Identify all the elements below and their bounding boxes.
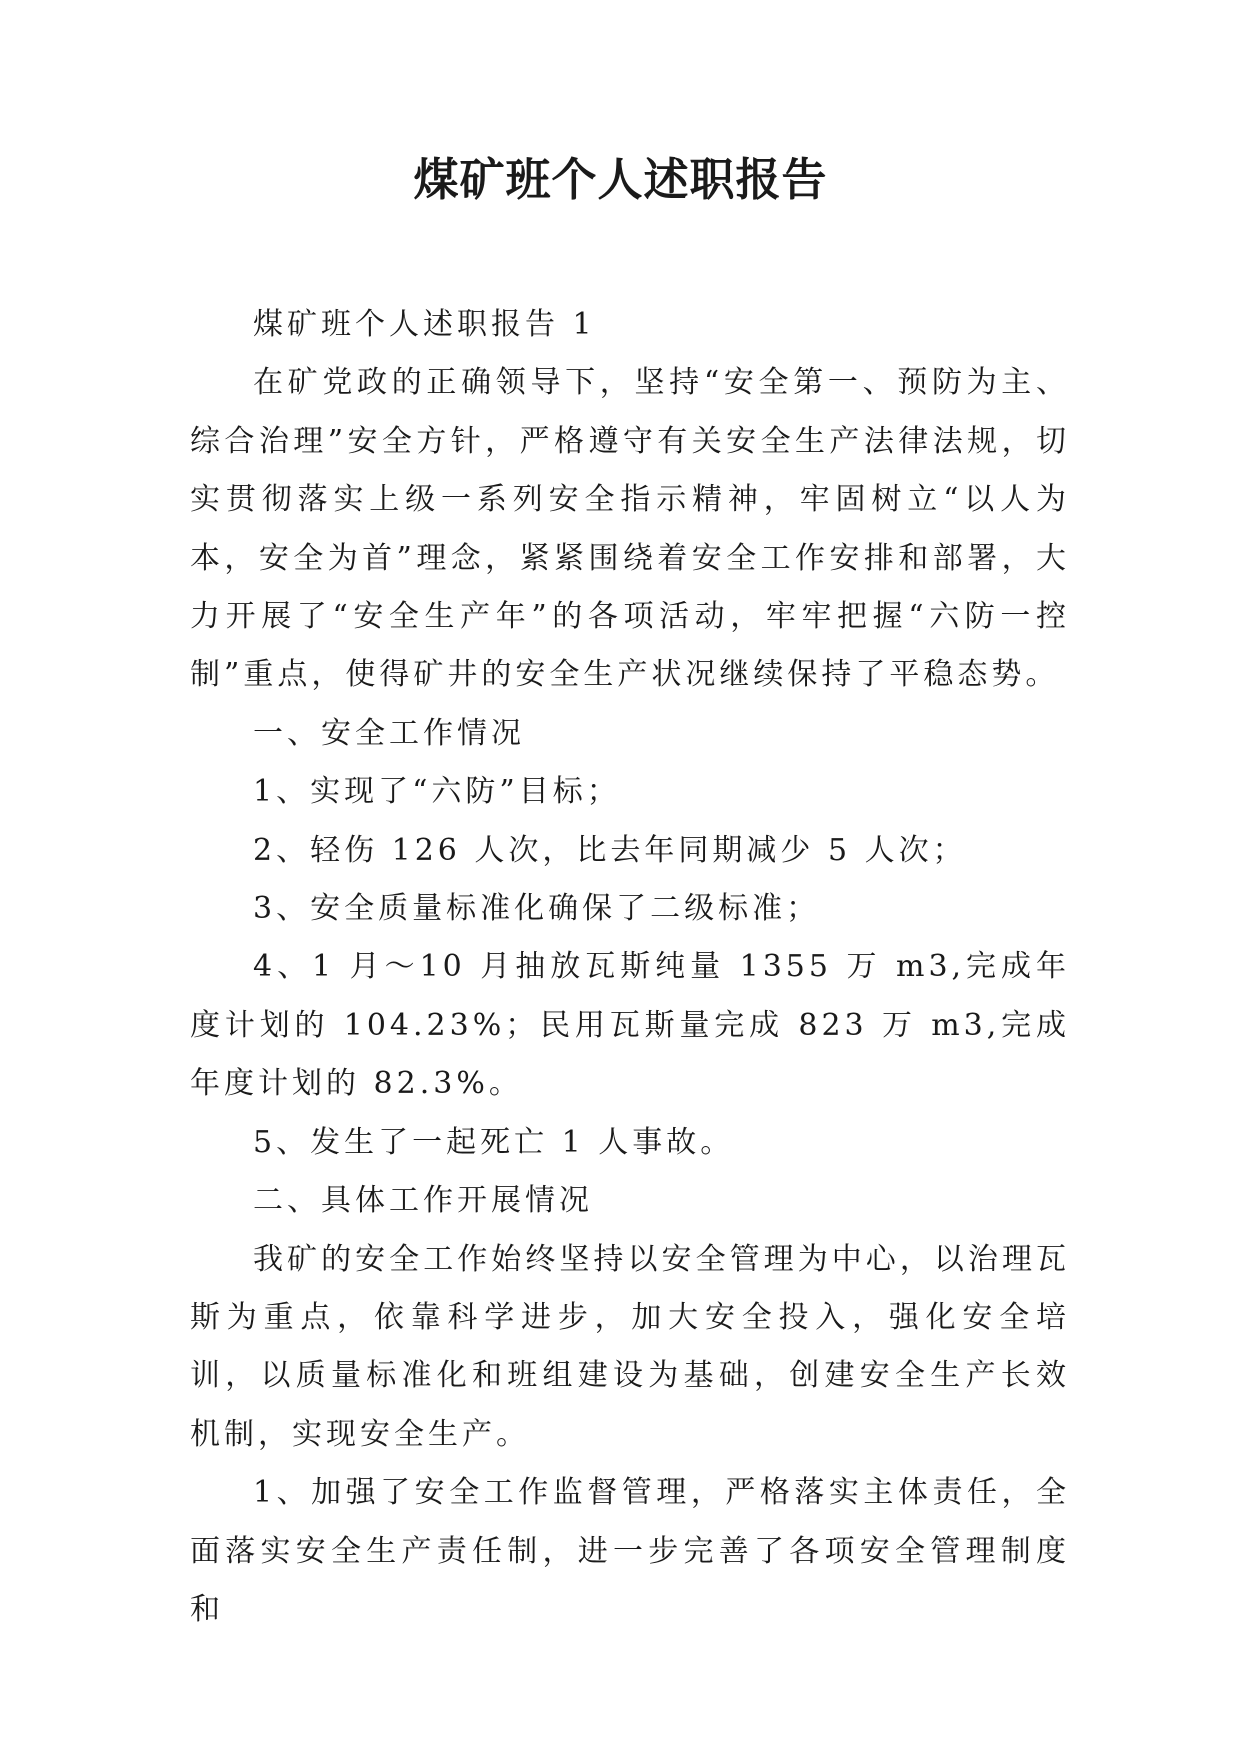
list-item: 1、实现了“六防”目标； [253, 774, 621, 810]
list-item: 5、发生了一起死亡 1 人事故。 [253, 1124, 735, 1160]
body-paragraph: 我矿的安全工作始终坚持以安全管理为中心，以治理瓦斯为重点，依靠科学进步，加大安全投入，强化安全培训，以质量标准化和班组建设为基础，创建安全生产长效机制，实现安全生产。 [190, 1241, 1070, 1452]
intro-paragraph: 在矿党政的正确领导下，坚持“安全第一、预防为主、综合治理”安全方针，严格遵守有关安全生产法律法规，切实贯彻落实上级一系列安全指示精神，牢固树立“以人为本，安全为首”理念，紧紧围绕着安全工作安排和部署，大力开展了“安全生产年”的各项活动，牢牢把握“六防一控制”重点，使得矿井的安全生产状况继续保持了平稳态势。 [190, 365, 1070, 693]
section-heading-specific-work: 二、具体工作开展情况 [253, 1183, 593, 1219]
document-body [190, 296, 1070, 1639]
list-item: 2、轻伤 126 人次，比去年同期减少 5 人次； [253, 832, 967, 868]
section-heading-safety-work: 一、安全工作情况 [253, 715, 525, 751]
report-subtitle: 煤矿班个人述职报告 1 [253, 307, 596, 342]
body-paragraph: 1、加强了安全工作监督管理，严格落实主体责任，全面落实安全生产责任制，进一步完善了各项安全管理制度和 [190, 1475, 1070, 1627]
list-item: 3、安全质量标准化确保了二级标准； [253, 891, 821, 927]
list-item: 4、1 月～10 月抽放瓦斯纯量 1355 万 m3,完成年度计划的 104.23%；民用瓦斯量完成 823 万 m3,完成年度计划的 82.3%。 [190, 949, 1070, 1102]
document-title: 煤矿班个人述职报告 [413, 153, 828, 206]
